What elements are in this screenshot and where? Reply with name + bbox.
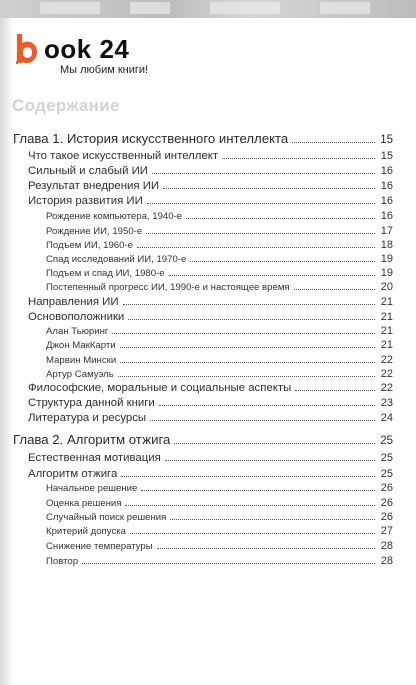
toc-entry-page: 26 [380,511,393,523]
toc-entry-title: Алгоритм отжига [28,468,118,480]
toc-entry-page: 21 [380,339,393,351]
toc-entry-page: 25 [380,468,393,480]
toc-leader-dots [141,490,375,491]
toc-subsection-entry [46,239,393,251]
toc-entry-page: 16 [380,195,393,207]
page-edge-shadow [0,18,14,685]
toc-entry-page: 15 [380,134,393,146]
toc-entry-title: Рождение ИИ, 1950-е [46,226,143,237]
toc-leader-dots [186,218,375,219]
toc-leader-dots [165,460,375,461]
toc-subsection-entry [46,339,393,351]
toc-subsection-entry [46,210,393,222]
toc-entry-title: Джон МакКарти [46,340,116,351]
toc-entry-page: 26 [380,497,393,509]
page-title: Содержание [12,96,120,115]
toc-section-entry [28,468,393,480]
toc-leader-dots [82,563,375,564]
toc-leader-dots [294,289,375,290]
toc-entry-title: Литература и ресурсы [28,412,147,424]
toc-section-entry [28,165,393,177]
scan-band-segment [40,2,100,14]
scan-band-segment [210,2,280,14]
toc-chapter-entry [13,131,393,146]
toc-section-entry [28,195,393,207]
toc-leader-dots [118,376,375,377]
toc-subsection-entry [46,225,393,237]
toc-entry-title: Глава 2. Алгоритм отжига [13,432,171,447]
logo-wordmark: ook 24 [44,34,130,64]
toc-leader-dots [163,188,375,189]
toc-section-entry [28,412,393,424]
toc-entry-title: Случайный поиск решения [46,512,167,523]
toc-subsection-entry [46,497,393,509]
toc-entry-page: 16 [380,180,393,192]
toc-entry-title: Марвин Мински [46,355,117,366]
toc-entry-title: Артур Самуэль [46,369,114,380]
toc-entry-page: 25 [380,452,393,464]
toc-entry-page: 23 [380,397,393,409]
toc-subsection-entry [46,281,393,293]
toc-chapter-entry [13,432,393,447]
toc-entry-page: 22 [380,368,393,380]
toc-entry-title: Сильный и слабый ИИ [28,165,148,177]
toc-entry-page: 22 [380,354,393,366]
toc-subsection-entry [46,555,393,567]
toc-leader-dots [130,533,375,534]
toc-section-entry [28,452,393,464]
toc-section-entry [28,296,393,308]
toc-entry-page: 16 [380,165,393,177]
toc-subsection-entry [46,354,393,366]
toc-leader-dots [174,443,375,444]
brand-logo [14,34,174,84]
toc-leader-dots [137,247,375,248]
toc-entry-page: 19 [380,253,393,265]
toc-entry-title: Глава 1. История искусственного интеллекта [13,131,289,146]
toc-entry-page: 25 [380,435,393,447]
toc-subsection-entry [46,267,393,279]
toc-leader-dots [121,476,375,477]
toc-entry-page: 21 [380,311,393,323]
toc-entry-title: Начальное решение [46,483,138,494]
toc-entry-title: Подъем ИИ, 1960-е [46,240,133,251]
toc-subsection-entry [46,540,393,552]
book-logo-icon [14,34,40,64]
toc-entry-title: Алан Тьюринг [46,326,109,337]
toc-section-entry [28,382,393,394]
toc-subsection-entry [46,482,393,494]
toc-subsection-entry [46,511,393,523]
toc-leader-dots [112,333,375,334]
scan-band-segment [320,2,370,14]
toc-entry-page: 18 [380,239,393,251]
toc-leader-dots [157,548,375,549]
toc-entry-title: Оценка решения [46,498,122,509]
toc-leader-dots [128,319,375,320]
toc-subsection-entry [46,253,393,265]
toc-section-entry [28,150,393,162]
toc-entry-title: Направления ИИ [28,296,119,308]
toc-entry-title: Основоположники [28,311,125,323]
toc-leader-dots [159,405,375,406]
toc-entry-page: 20 [380,281,393,293]
toc-leader-dots [190,261,375,262]
toc-entry-page: 15 [380,150,393,162]
toc-entry-title: Подъем и спад ИИ, 1980-е [46,268,165,279]
toc-entry-page: 19 [380,267,393,279]
toc-entry-title: Спад исследований ИИ, 1970-е [46,254,187,265]
toc-subsection-entry [46,368,393,380]
toc-leader-dots [147,203,375,204]
toc-entry-title: История развития ИИ [28,195,143,207]
toc-leader-dots [125,505,375,506]
toc-entry-title: Критерий допуска [46,526,126,537]
toc-leader-dots [292,142,375,143]
toc-entry-title: Структура данной книги [28,397,155,409]
toc-entry-page: 27 [380,525,393,537]
toc-entry-title: Естественная мотивация [28,452,161,464]
toc-entry-title: Рождение компьютера, 1940-е [46,211,183,222]
toc-leader-dots [150,420,375,421]
toc-section-entry [28,180,393,192]
scan-band-segment [130,2,170,14]
toc-subsection-entry [46,525,393,537]
toc-entry-page: 16 [380,210,393,222]
toc-section-entry [28,311,393,323]
toc-entry-page: 26 [380,482,393,494]
toc-entry-title: Философские, моральные и социальные аспекты [28,382,292,394]
toc-leader-dots [120,362,375,363]
toc-leader-dots [120,347,375,348]
toc-entry-page: 28 [380,555,393,567]
toc-entry-page: 24 [380,412,393,424]
toc-leader-dots [152,173,375,174]
top-scan-band [0,0,416,18]
toc-entry-page: 21 [380,296,393,308]
toc-subsection-entry [46,325,393,337]
toc-entry-title: Повтор [46,556,79,567]
toc-entry-title: Постепенный прогресс ИИ, 1990-е и настоящее время [46,282,290,293]
logo-tagline: Мы любим книги! [60,64,149,76]
toc-leader-dots [146,233,375,234]
toc-entry-title: Снижение температуры [46,541,153,552]
toc-section-entry [28,397,393,409]
toc-entry-title: Что такое искусственный интеллект [28,150,219,162]
toc-leader-dots [123,304,375,305]
toc-leader-dots [222,158,375,159]
toc-leader-dots [169,275,375,276]
toc-leader-dots [170,519,375,520]
toc-entry-page: 28 [380,540,393,552]
toc-entry-page: 22 [380,382,393,394]
toc-entry-page: 17 [380,225,393,237]
toc-leader-dots [295,390,375,391]
toc-entry-title: Результат внедрения ИИ [28,180,160,192]
toc-entry-page: 21 [380,325,393,337]
